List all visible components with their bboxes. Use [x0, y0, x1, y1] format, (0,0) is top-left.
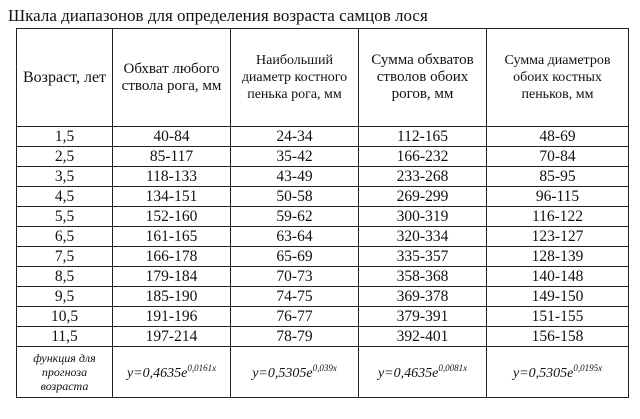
- table-body: [17, 127, 629, 347]
- formula-base: y=0,5305e: [512, 365, 574, 381]
- formula-exponent: 0,039x: [312, 362, 337, 373]
- range-cell: 76-77: [231, 307, 359, 327]
- age-cell: 5,5: [17, 207, 113, 227]
- table-row: [17, 247, 629, 267]
- header-pedicle-diameter: Наибольший диаметр костного пенька рога, мм: [231, 29, 359, 127]
- range-cell: 116-122: [487, 207, 629, 227]
- table-caption: Шкала диапазонов для определения возраста самцов лося: [8, 6, 428, 25]
- range-cell: 269-299: [359, 187, 487, 207]
- range-cell: 48-69: [487, 127, 629, 147]
- table-row: [17, 167, 629, 187]
- age-cell: 8,5: [17, 267, 113, 287]
- range-cell: 392-401: [359, 327, 487, 347]
- age-cell: 7,5: [17, 247, 113, 267]
- range-cell: 70-73: [231, 267, 359, 287]
- table-row: [17, 287, 629, 307]
- range-cell: 379-391: [359, 307, 487, 327]
- range-cell: 65-69: [231, 247, 359, 267]
- table-row: [17, 307, 629, 327]
- table-row: [17, 147, 629, 167]
- range-cell: 96-115: [487, 187, 629, 207]
- table-row: [17, 227, 629, 247]
- range-cell: 149-150: [487, 287, 629, 307]
- formula-cell: [113, 347, 231, 398]
- range-cell: 335-357: [359, 247, 487, 267]
- range-cell: 112-165: [359, 127, 487, 147]
- header-shaft-girth: Обхват любого ствола рога, мм: [113, 29, 231, 127]
- range-cell: 140-148: [487, 267, 629, 287]
- range-cell: 197-214: [113, 327, 231, 347]
- range-cell: 40-84: [113, 127, 231, 147]
- range-cell: 59-62: [231, 207, 359, 227]
- range-cell: 151-155: [487, 307, 629, 327]
- age-cell: 2,5: [17, 147, 113, 167]
- range-cell: 134-151: [113, 187, 231, 207]
- range-cell: 152-160: [113, 207, 231, 227]
- formula-exponent: 0,0161x: [187, 362, 217, 373]
- range-cell: 70-84: [487, 147, 629, 167]
- formula-base: y=0,5305e: [252, 365, 313, 381]
- footer-label: функция для прогноза возраста: [17, 347, 113, 398]
- range-cell: 78-79: [231, 327, 359, 347]
- range-cell: 369-378: [359, 287, 487, 307]
- formula-base: y=0,4635e: [126, 365, 188, 381]
- formula-cell: [359, 347, 487, 398]
- formula-exponent: 0,0195x: [573, 362, 603, 373]
- range-cell: 85-95: [487, 167, 629, 187]
- table-row: [17, 207, 629, 227]
- range-cell: 35-42: [231, 147, 359, 167]
- range-cell: 185-190: [113, 287, 231, 307]
- age-cell: 9,5: [17, 287, 113, 307]
- age-cell: 3,5: [17, 167, 113, 187]
- age-cell: 11,5: [17, 327, 113, 347]
- table-row: [17, 267, 629, 287]
- range-cell: 191-196: [113, 307, 231, 327]
- footer-row: [17, 347, 629, 398]
- age-cell: 6,5: [17, 227, 113, 247]
- formula-exponent: 0,0081x: [438, 362, 468, 373]
- table-row: [17, 327, 629, 347]
- range-cell: 166-232: [359, 147, 487, 167]
- range-cell: 24-34: [231, 127, 359, 147]
- range-cell: 161-165: [113, 227, 231, 247]
- range-cell: 123-127: [487, 227, 629, 247]
- range-cell: 85-117: [113, 147, 231, 167]
- formula-cell: [487, 347, 629, 398]
- table-row: [17, 187, 629, 207]
- header-sum-girths: Сумма обхватов стволов обоих рогов, мм: [359, 29, 487, 127]
- range-cell: 300-319: [359, 207, 487, 227]
- age-cell: 4,5: [17, 187, 113, 207]
- header-sum-diameters: Сумма диаметров обоих костных пеньков, мм: [487, 29, 629, 127]
- header-row: [17, 29, 629, 127]
- range-cell: 63-64: [231, 227, 359, 247]
- range-cell: 166-178: [113, 247, 231, 267]
- range-cell: 128-139: [487, 247, 629, 267]
- range-cell: 320-334: [359, 227, 487, 247]
- range-cell: 43-49: [231, 167, 359, 187]
- range-cell: 233-268: [359, 167, 487, 187]
- header-age: Возраст, лет: [17, 29, 113, 127]
- range-cell: 156-158: [487, 327, 629, 347]
- age-range-table: [16, 28, 629, 398]
- range-cell: 118-133: [113, 167, 231, 187]
- age-cell: 10,5: [17, 307, 113, 327]
- formula-cell: [231, 347, 359, 398]
- range-cell: 74-75: [231, 287, 359, 307]
- range-cell: 179-184: [113, 267, 231, 287]
- table-row: [17, 127, 629, 147]
- formula-base: y=0,4635e: [377, 365, 439, 381]
- range-cell: 358-368: [359, 267, 487, 287]
- age-cell: 1,5: [17, 127, 113, 147]
- range-cell: 50-58: [231, 187, 359, 207]
